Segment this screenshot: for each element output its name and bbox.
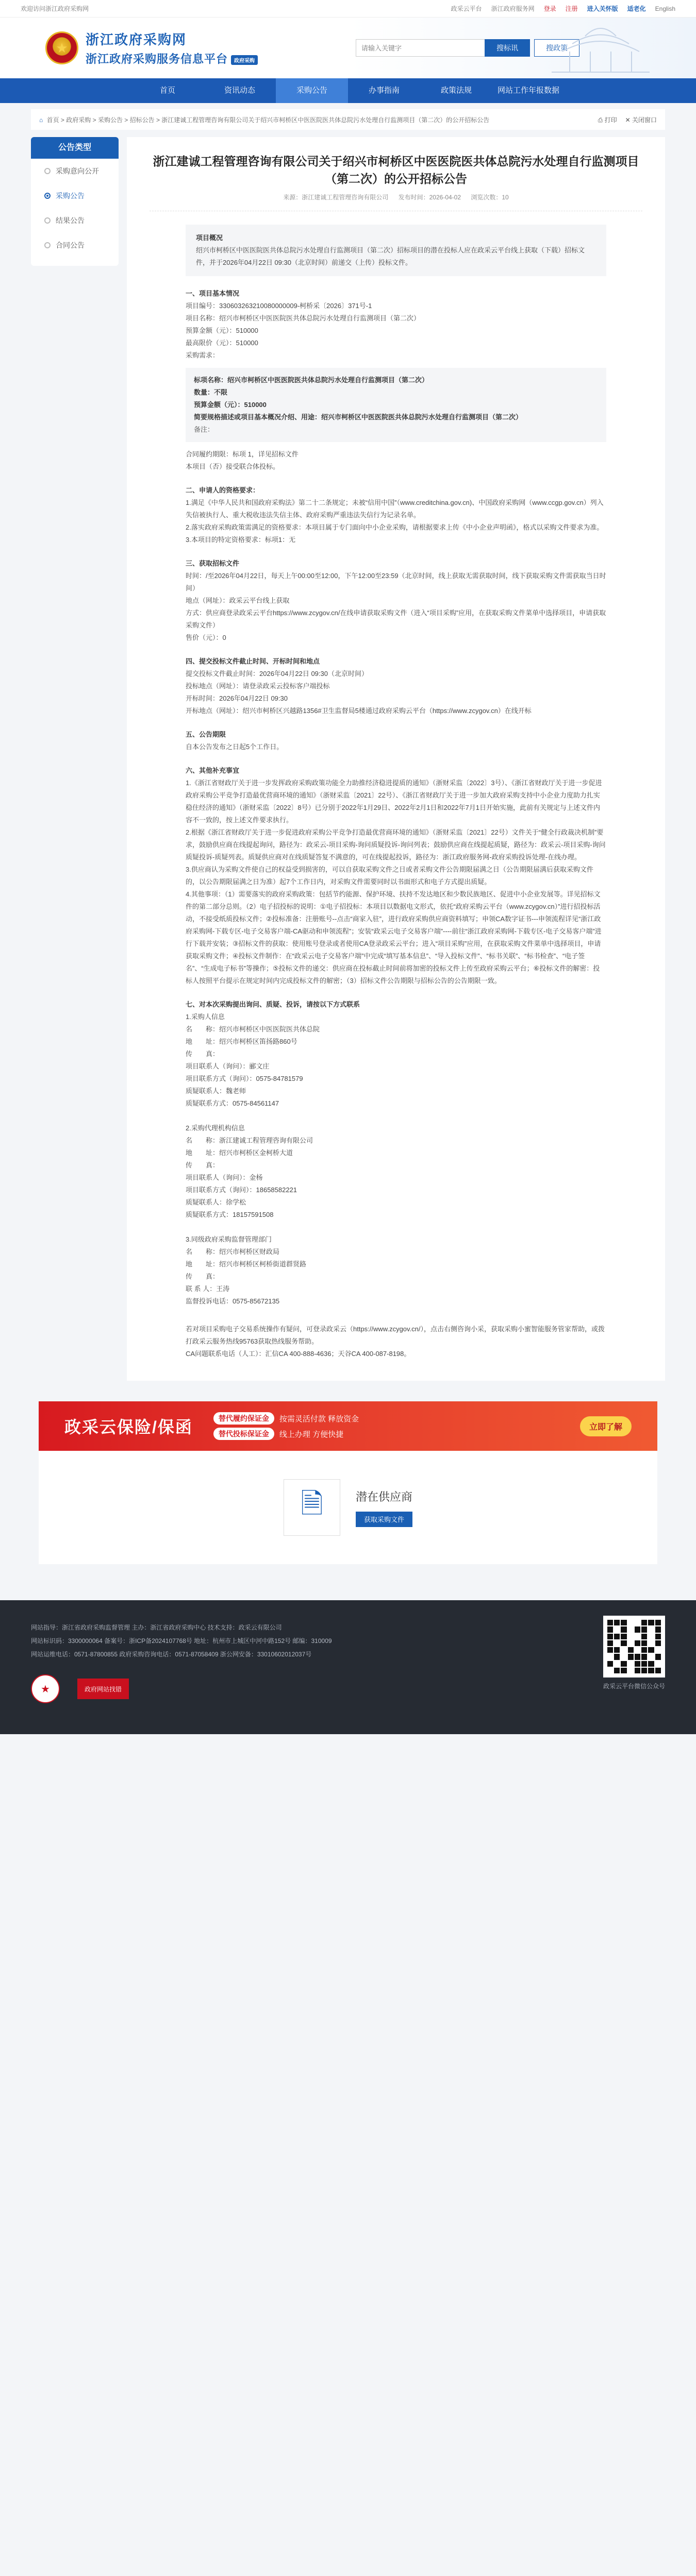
section-line: 最高限价（元）：510000 xyxy=(186,339,258,347)
section-line: 名 称：浙江建诚工程管理咨询有限公司 xyxy=(186,1137,313,1144)
section-heading: 一、项目基本情况 xyxy=(186,290,240,297)
get-documents-button[interactable]: 获取采购文件 xyxy=(356,1512,412,1527)
radio-dot-icon xyxy=(44,242,51,248)
section-line: 监督投诉电话：0575-85672135 xyxy=(186,1297,280,1305)
section-line: 地 址：绍兴市柯桥区笛扬路860号 xyxy=(186,1038,297,1045)
footer-info xyxy=(31,1616,332,1661)
banner-cta-button[interactable]: 立即了解 xyxy=(580,1416,632,1436)
section-line: 名 称：绍兴市柯桥区中医医院医共体总院 xyxy=(186,1025,320,1033)
article-meta xyxy=(150,193,642,211)
print-link[interactable]: ⎙ 打印 xyxy=(598,116,617,124)
banner-subtitles xyxy=(213,1412,359,1440)
section-line: 项目联系方式（询问）：18658582221 xyxy=(186,1186,297,1194)
main-nav xyxy=(0,78,696,103)
section-line: 传 真： xyxy=(186,1161,220,1169)
section-line: 3.同级政府采购监督管理部门 xyxy=(186,1235,272,1243)
sidebar-item-intention[interactable]: 采购意向公开 xyxy=(31,159,119,183)
close-window-link[interactable]: ✕ 关闭窗口 xyxy=(625,116,657,124)
footer-line-3: 网站运维电话：0571-87800855 政府采购咨询电话：0571-87058409 浙公网安备：33010602012037号 xyxy=(31,1651,312,1658)
top-link-zwfw[interactable]: 浙江政府服务网 xyxy=(491,5,535,12)
section-line: 开标地点（网址）：绍兴市柯桥区兴越路1356#卫生监督局5楼通过政府采购云平台（https://www.zcygov.cn）在线开标 xyxy=(186,707,532,715)
print-icon: ⎙ xyxy=(598,116,605,124)
sidebar-item-announcement[interactable]: 采购公告 xyxy=(31,183,119,208)
site-name: 浙江政府采购网 xyxy=(86,32,187,47)
section-line: 简要规格描述或项目基本概况介绍、用途：绍兴市柯桥区中医医院医共体总院污水处理自行监测项目（第二次） xyxy=(194,413,523,421)
nav-announcements[interactable]: 采购公告 xyxy=(276,78,348,103)
section-heading: 二、申请人的资格要求： xyxy=(186,486,260,494)
top-links xyxy=(451,4,675,13)
section-line: 1.《浙江省财政厅关于进一步发挥政府采购政策功能全力助推经济稳进提质的通知》（浙财采监〔2022〕3号）、《浙江省财政厅关于进一步促进政府采购公平竞争打造最优营商环境的通知》（浙财采监〔2021〕22号）、《浙江省财政厅关于进一步加大政府采购支持中小企业力度助力扎实稳住经济的通知》（浙财采监〔2022〕8号）已分别于2022年1月29日、2022年2月1日和2022年7月1日开始实施，此前有关规定与上述文件内容不一致的，按上述文件要求执行。 xyxy=(186,779,602,824)
banner-title: 政采云保险/保函 xyxy=(64,1418,193,1436)
article-footnotes xyxy=(186,1323,606,1360)
top-bar xyxy=(0,0,696,18)
banner-pill-2: 替代投标保证金 xyxy=(213,1428,274,1440)
section-line: 项目名称：绍兴市柯桥区中医医院医共体总院污水处理自行监测项目（第二次） xyxy=(186,314,421,322)
section-line: 质疑联系方式：0575-84561147 xyxy=(186,1099,279,1107)
radio-dot-icon xyxy=(44,217,51,224)
search-input[interactable] xyxy=(356,39,485,57)
breadcrumb-actions xyxy=(598,115,657,124)
section-line: 2.采购代理机构信息 xyxy=(186,1124,245,1132)
register-link[interactable]: 注册 xyxy=(565,5,578,12)
nav-annual-report[interactable]: 网站工作年报数据 xyxy=(497,86,559,95)
party-gov-logo-icon[interactable]: ★ xyxy=(31,1674,60,1703)
article-views: 浏览次数：10 xyxy=(471,194,509,201)
section-body xyxy=(186,570,606,644)
section-line: 质疑联系人：徐学松 xyxy=(186,1198,246,1206)
footer-line-2: 网站标识码：3300000064 备案号：浙ICP备2024107768号 地址：杭州市上城区中河中路152号 邮编：310009 xyxy=(31,1637,332,1645)
site-header xyxy=(0,18,696,78)
section-line: 地 址：绍兴市柯桥区金柯桥大道 xyxy=(186,1149,293,1157)
section-line: 合同履约期限：标项 1，详见招标文件 xyxy=(186,450,299,458)
section-heading: 六、其他补充事宜 xyxy=(186,767,240,774)
article-body xyxy=(186,287,606,1308)
document-icon: 🗎 xyxy=(284,1479,340,1536)
top-link-zcy[interactable]: 政采云平台 xyxy=(451,5,482,12)
section-line: 项目编号：330603263210080000009-柯桥采〔2026〕371号-1 xyxy=(186,302,372,310)
overview-title: 项目概况 xyxy=(196,234,223,242)
nav-news[interactable]: 资讯动态 xyxy=(224,86,255,95)
sidebar-title: 公告类型 xyxy=(31,137,119,159)
section-line: 备注： xyxy=(194,426,214,433)
care-mode-link[interactable]: 进入关怀版 xyxy=(587,5,618,12)
section-line: 售价（元）：0 xyxy=(186,634,226,641)
login-link[interactable]: 登录 xyxy=(543,5,556,12)
search-policy-button[interactable]: 搜政策 xyxy=(534,39,579,57)
section-line: 传 真： xyxy=(186,1050,220,1058)
welcome-text: 欢迎访问浙江政府采购网 xyxy=(21,5,89,12)
site-logo[interactable] xyxy=(45,29,258,66)
sidebar-item-result[interactable]: 结果公告 xyxy=(31,208,119,233)
section-line: 名 称：绍兴市柯桥区财政局 xyxy=(186,1248,280,1256)
section-line: 地 址：绍兴市柯桥区柯桥街道群贤路 xyxy=(186,1260,307,1268)
supplier-card xyxy=(39,1451,657,1564)
site-subname: 浙江政府采购服务信息平台 政府采购 xyxy=(86,50,258,66)
site-footer xyxy=(0,1600,696,1734)
section-line: 数量：不限 xyxy=(194,388,228,396)
section-body xyxy=(186,741,606,753)
section-body xyxy=(186,1011,606,1308)
section-line: 质疑联系方式：18157591508 xyxy=(186,1211,274,1218)
breadcrumb-path-wrap xyxy=(39,115,489,124)
section-line: 提交投标文件截止时间：2026年04月22日 09:30（北京时间） xyxy=(186,670,368,677)
radio-dot-icon xyxy=(44,168,51,174)
national-emblem-icon: ★ xyxy=(45,31,78,64)
section-line: 时间：/至2026年04月22日，每天上午00:00至12:00，下午12:00至23:59（北京时间，线上获取无需获取时间，线下获取采购文件需获取当日时间） xyxy=(186,572,606,592)
section-line: 联 系 人：王涛 xyxy=(186,1285,230,1293)
section-line: 自本公告发布之日起5个工作日。 xyxy=(186,743,284,751)
home-icon: ⌂ xyxy=(39,116,43,124)
breadcrumb xyxy=(31,109,665,130)
section-line xyxy=(186,1221,606,1233)
section-heading: 五、公告期限 xyxy=(186,731,226,738)
qr-label: 政采云平台微信公众号 xyxy=(603,1683,665,1690)
overview-text: 绍兴市柯桥区中医医院医共体总院污水处理自行监测项目（第二次）招标项目的潜在投标人应在政采云平台线上获取（下载）招标文件，并于2026年04月22日 09:30（北京时间）前递交（上传）投标文件。 xyxy=(196,246,585,266)
section-line: 方式：供应商登录政采云平台https://www.zcygov.cn/在线申请获取采购文件（进入“项目采购”应用，在获取采购文件菜单中选择项目，申请获取采购文件） xyxy=(186,609,606,629)
nav-policy[interactable]: 政策法规 xyxy=(440,86,472,95)
section-line: 传 真： xyxy=(186,1273,220,1280)
section-line: 开标时间：2026年04月22日 09:30 xyxy=(186,694,288,702)
section-line xyxy=(186,1110,606,1122)
article-date: 发布时间：2026-04-02 xyxy=(398,194,461,201)
section-line: 2.根据《浙江省财政厅关于进一步促进政府采购公平竞争打造最优营商环境的通知》（浙财采监〔2021〕22号）文件关于“健全行政裁决机制”要求，鼓励供应商在线提起询问，路径为：政采云-项目采购-询问质疑投诉-询问列表；鼓励供应商在线提起质疑，路径为：政采云-项目采购-询问质疑投诉-质疑列表。质疑供应商对在线质疑答复不满意的，可在线提起投诉，路径为：浙江政府服务网-政府采购投诉处理-在线办理。 xyxy=(186,828,606,861)
banner-text-1: 按需灵活付款 释放资金 xyxy=(279,1414,359,1423)
breadcrumb-path[interactable]: 首页 > 政府采购 > 采购公告 > 招标公告 > 浙江建诚工程管理咨询有限公司关于绍兴市柯桥区中医医院医共体总院污水处理自行监测项目（第二次）的公开招标公告 xyxy=(46,116,490,124)
article-source: 来源：浙江建诚工程管理咨询有限公司 xyxy=(283,194,389,201)
nav-guide[interactable]: 办事指南 xyxy=(368,86,400,95)
section-line: 3.供应商认为采购文件使自己的权益受到损害的，可以自获取采购文件之日或者采购文件公告期限届满之日（公告期限届满后获取采购文件的，以公告期限届满之日为准）起7个工作日内，对采购文件需要同时以书面形式和电子方式提出质疑。 xyxy=(186,866,593,886)
sidebar xyxy=(31,137,119,266)
section-body xyxy=(186,668,606,717)
section-heading: 七、对本次采购提出询问、质疑、投诉，请按以下方式联系 xyxy=(186,1001,360,1008)
nav-home[interactable]: 首页 xyxy=(159,86,175,95)
section-line: 本项目（否）接受联合体投标。 xyxy=(186,463,280,470)
close-icon: ✕ xyxy=(625,116,632,124)
english-link[interactable]: English xyxy=(655,5,675,12)
section-heading: 三、获取招标文件 xyxy=(186,560,240,567)
section-line: 投标地点（网址）：请登录政采云投标客户端投标 xyxy=(186,682,330,690)
project-overview xyxy=(186,225,606,276)
section-body xyxy=(186,448,606,473)
section-line: 3.本项目的特定资格要求：标项1：无 xyxy=(186,536,296,544)
package-box xyxy=(186,368,606,442)
section-body xyxy=(186,497,606,546)
site-badge: 政府采购 xyxy=(231,55,258,65)
banner-pill-1: 替代履约保证金 xyxy=(213,1412,274,1425)
section-line: 地点（网址）：政采云平台线上获取 xyxy=(186,597,290,604)
section-body xyxy=(186,300,606,362)
insurance-banner[interactable] xyxy=(39,1401,657,1451)
search-bids-button[interactable]: 搜标讯 xyxy=(485,39,530,57)
section-line: 1.采购人信息 xyxy=(186,1013,225,1021)
page-title: 浙江建诚工程管理咨询有限公司关于绍兴市柯桥区中医医院医共体总院污水处理自行监测项目（第二次）的公开招标公告 xyxy=(153,155,639,185)
elderly-mode-link[interactable]: 适老化 xyxy=(627,5,646,12)
footer-logos xyxy=(31,1674,332,1703)
qr-code-icon xyxy=(603,1616,665,1677)
article xyxy=(127,137,665,1381)
section-line: 1.满足《中华人民共和国政府采购法》第二十二条规定；未被“信用中国”（www.creditchina.gov.cn)、中国政府采购网（www.ccgp.gov.cn）列入失信被执行人、重大税收违法失信主体、政府采购严重违法失信行为记录名单。 xyxy=(186,499,604,519)
footer-line-1: 网站指导：浙江省政府采购监督管理 主办：浙江省政府采购中心 技术支持：政采云有限公司 xyxy=(31,1624,282,1631)
radio-dot-icon xyxy=(44,193,51,199)
footnote-ca: CA问题联系电话（人工）：汇信CA 400-888-4636；天谷CA 400-087-8198。 xyxy=(186,1350,411,1358)
section-line: 质疑联系人：魏老师 xyxy=(186,1087,246,1095)
qr-code-block xyxy=(603,1616,665,1703)
section-line: 2.落实政府采购政策需满足的资格要求：本项目属于专门面向中小企业采购，请根据要求上传《中小企业声明函》，格式以采购文件要求为准。 xyxy=(186,523,604,531)
pavilion-illustration-icon xyxy=(541,21,660,77)
main-content xyxy=(31,137,665,1381)
section-heading: 四、提交投标文件截止时间、开标时间和地点 xyxy=(186,657,320,665)
banner-text-2: 线上办理 方便快捷 xyxy=(279,1430,344,1439)
section-line: 项目联系人（询问）：郦文庄 xyxy=(186,1062,270,1070)
section-line: 采购需求： xyxy=(186,351,220,359)
supplier-title: 潜在供应商 xyxy=(355,1490,412,1503)
section-line: 4.其他事项：（1）需要落实的政府采购政策：包括节约能源、保护环境、扶持不发达地区和少数民族地区、促进中小企业发展等。详见招标文件的第二部分总则。（2）电子招投标的说明：①电子招投标：本项目以数据电文形式，依托“政府采购云平台（www.zcygov.cn）”进行招投标活动，不接受纸质投标文件；②投标准备：注册账号--点击“商家入驻”，进行政府采购供应商资料填写；申领CA数字证书---申领流程详见“浙江政府采购网-下载专区-电子交易客户端-CA驱动和申领流程”；安装“政采云电子交易客户端”----前往“浙江政府采购网-下载专区-电子交易客户端”进行下载并安装；③招标文件的获取：使用账号登录或者使用CA登录政采云平台；进入“项目采购”应用，在获取采购文件菜单中选择项目，申请获取采购文件；④投标文件制作：在“政采云电子交易客户端”中完成“填写基本信息”、“导入投标文件”、“标书关联”、“标书检查”、“电子签名”、“生成电子标书”等操作；⑤投标文件的递交：供应商在投标截止时间前将加密的投标文件上传至政府采购云平台；⑥投标文件的解密：投标人按照平台提示在规定时间内完成投标文件的解密；（3）招标文件公告期限与招标公告的公告期限一致。 xyxy=(186,890,602,985)
section-line: 项目联系人（询问）：金杨 xyxy=(186,1174,263,1181)
section-line: 预算金额（元）：510000 xyxy=(186,327,258,334)
gov-error-report-link[interactable]: 政府网站找错 xyxy=(77,1679,129,1699)
section-body xyxy=(186,777,606,987)
section-line: 预算金额（元）：510000 xyxy=(194,401,267,409)
section-line: 标项名称：绍兴市柯桥区中医医院医共体总院污水处理自行监测项目（第二次） xyxy=(194,376,429,384)
sidebar-item-contract[interactable]: 合同公告 xyxy=(31,233,119,258)
section-line: 项目联系方式（询问）：0575-84781579 xyxy=(186,1075,303,1082)
footnote-platform: 若对项目采购电子交易系统操作有疑问，可登录政采云（https://www.zcygov.cn/），点击右侧咨询小采，获取采购小蜜智能服务管家帮助，或拨打政采云服务热线95763获取热线服务帮助。 xyxy=(186,1325,605,1345)
